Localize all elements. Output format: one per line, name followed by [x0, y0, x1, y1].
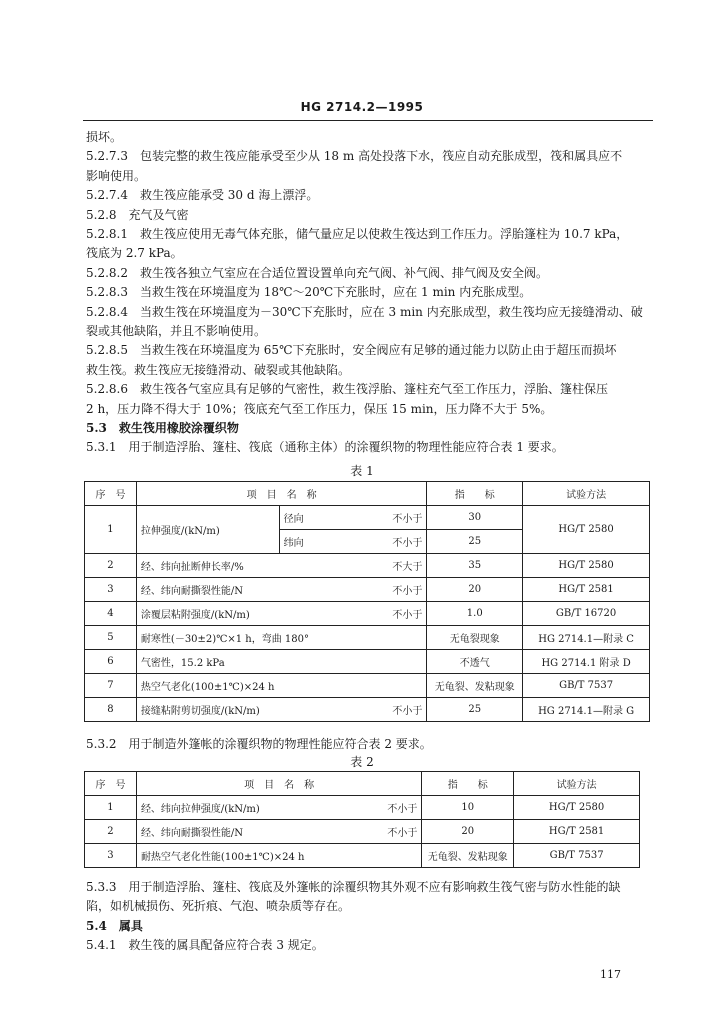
table2	[84, 771, 640, 868]
row-no: 3	[85, 578, 137, 602]
row-method: HG/T 2581	[514, 820, 640, 844]
table-row	[85, 554, 650, 578]
row-item: 耐热空气老化性能(100±1℃)×24 h	[136, 844, 421, 868]
row-method: HG 2714.1—附录 C	[523, 626, 650, 650]
table2-header-index: 指 标	[422, 772, 514, 796]
row-item	[136, 698, 426, 722]
row-value: 30	[427, 506, 523, 530]
table2-header-no: 序 号	[85, 772, 137, 796]
table-row	[85, 578, 650, 602]
row-no: 7	[85, 674, 137, 698]
table2-header-item: 项 目 名 称	[136, 772, 421, 796]
item-condition: 不小于	[392, 610, 423, 621]
table1	[84, 481, 650, 722]
text-line: 5.2.8.5 当救生筏在环境温度为 65℃下充胀时，安全阀应有足够的通过能力以防止由于超压而损坏	[86, 343, 617, 358]
row-no: 1	[85, 506, 137, 554]
table1-header-index: 指 标	[427, 482, 523, 506]
row-item	[136, 578, 426, 602]
text-line: 损坏。	[86, 130, 123, 144]
row-item: 热空气老化(100±1℃)×24 h	[136, 674, 426, 698]
item-condition: 不小于	[392, 706, 423, 717]
table2-caption: 表 2	[350, 755, 374, 769]
row-no: 3	[85, 844, 137, 868]
item-label: 经、纬向拉伸强度/(kN/m)	[140, 804, 260, 815]
text-line: 5.2.8.4 当救生筏在环境温度为－30℃下充胀时，应在 3 min 内充胀成型，救生筏均应无接缝滑动、破	[86, 304, 643, 319]
text-line: 筏底为 2.7 kPa。	[86, 246, 183, 261]
row-method: GB/T 16720	[523, 602, 650, 626]
row-subitem	[279, 530, 427, 554]
table-row	[85, 626, 650, 650]
text-line: 5.3.1 用于制造浮胎、篷柱、筏底（通称主体）的涂覆织物的物理性能应符合表 1 要求。	[86, 440, 564, 455]
item-label: 涂覆层粘附强度/(kN/m)	[140, 610, 250, 621]
page-number: 117	[600, 968, 621, 981]
sub-condition: 不小于	[392, 514, 423, 525]
item-label: 经、纬向扯断伸长率/%	[140, 562, 244, 573]
row-method: HG/T 2580	[523, 554, 650, 578]
item-condition: 不大于	[392, 562, 423, 573]
row-item	[136, 796, 421, 820]
text-line: 5.2.7.4 救生筏应能承受 30 d 海上漂浮。	[86, 188, 319, 203]
sub-direction: 径向	[283, 514, 304, 525]
row-value: 20	[422, 820, 514, 844]
table-row	[85, 506, 650, 530]
row-no: 8	[85, 698, 137, 722]
row-method: HG 2714.1—附录 G	[523, 698, 650, 722]
row-method: GB/T 7537	[514, 844, 640, 868]
table-row	[85, 674, 650, 698]
row-value: 20	[427, 578, 523, 602]
table1-header-method: 试验方法	[523, 482, 650, 506]
table1-header-no: 序 号	[85, 482, 137, 506]
text-line: 5.4.1 救生筏的属具配备应符合表 3 规定。	[86, 938, 324, 953]
row-value: 不透气	[427, 650, 523, 674]
text-line: 5.2.8.1 救生筏应使用无毒气体充胀，储气量应足以使救生筏达到工作压力。浮胎篷柱为 10.7 kPa，	[86, 227, 629, 241]
table1-header-item: 项 目 名 称	[136, 482, 426, 506]
row-value: 1.0	[427, 602, 523, 626]
row-no: 5	[85, 626, 137, 650]
row-value: 25	[427, 530, 523, 554]
text-line: 陷，如机械损伤、死折痕、气泡、喷杂质等存在。	[86, 899, 351, 914]
table-row	[85, 820, 640, 844]
text-line: 5.2.8.2 救生筏各独立气室应在合适位置设置单向充气阀、补气阀、排气阀及安全阀。	[86, 265, 548, 280]
table1-caption: 表 1	[350, 464, 374, 478]
text-line: 5.4 属具	[86, 918, 143, 933]
sub-condition: 不小于	[392, 538, 423, 549]
table-row	[85, 650, 650, 674]
row-item	[136, 602, 426, 626]
row-no: 2	[85, 820, 137, 844]
table-row	[85, 698, 650, 722]
table2-header-method: 试验方法	[514, 772, 640, 796]
document-header: HG 2714.2—1995	[300, 100, 424, 114]
row-value: 无龟裂现象	[427, 626, 523, 650]
item-label: 经、纬向耐撕裂性能/N	[140, 828, 244, 839]
item-condition: 不小于	[392, 586, 423, 597]
row-method: HG/T 2580	[523, 506, 650, 554]
row-subitem	[279, 506, 427, 530]
row-no: 4	[85, 602, 137, 626]
row-value: 10	[422, 796, 514, 820]
text-line: 裂或其他缺陷，并且不影响使用。	[86, 324, 267, 338]
row-item	[136, 820, 421, 844]
text-line: 救生筏。救生筏应无接缝滑动、破裂或其他缺陷。	[86, 362, 351, 377]
text-line: 5.2.7.3 包装完整的救生筏应能承受至少从 18 m 高处投落下水，筏应自动充胀成型，筏和属具应不	[86, 149, 623, 164]
row-method: HG/T 2580	[514, 796, 640, 820]
row-value: 25	[427, 698, 523, 722]
row-value: 35	[427, 554, 523, 578]
text-line: 5.2.8 充气及气密	[86, 207, 189, 222]
row-method: HG/T 2581	[523, 578, 650, 602]
item-label: 经、纬向耐撕裂性能/N	[140, 586, 244, 597]
row-item: 气密性，15.2 kPa	[136, 650, 426, 674]
text-line: 影响使用。	[86, 168, 147, 183]
text-line: 5.3 救生筏用橡胶涂覆织物	[86, 421, 239, 435]
row-item: 耐寒性(－30±2)℃×1 h，弯曲 180°	[136, 626, 426, 650]
table-row	[85, 602, 650, 626]
item-condition: 不小于	[387, 828, 418, 839]
row-no: 6	[85, 650, 137, 674]
row-value: 无龟裂、发粘现象	[422, 844, 514, 868]
row-no: 2	[85, 554, 137, 578]
row-no: 1	[85, 796, 137, 820]
table-row	[85, 796, 640, 820]
table1-header-row	[85, 482, 650, 506]
sub-direction: 纬向	[283, 538, 304, 549]
header-rule	[83, 120, 653, 121]
row-method: GB/T 7537	[523, 674, 650, 698]
text-line: 5.2.8.3 当救生筏在环境温度为 18℃～20℃下充胀时，应在 1 min 内充胀成型。	[86, 285, 532, 300]
table2-header-row	[85, 772, 640, 796]
row-method: HG 2714.1 附录 D	[523, 650, 650, 674]
item-condition: 不小于	[387, 804, 418, 815]
row-item	[136, 554, 426, 578]
paragraph-5-3-2: 5.3.2 用于制造外篷帐的涂覆织物的物理性能应符合表 2 要求。	[86, 737, 432, 751]
text-line: 5.3.3 用于制造浮胎、篷柱、筏底及外篷帐的涂覆织物其外观不应有影响救生筏气密与防水性能的缺	[86, 880, 621, 894]
row-item: 拉伸强度/(kN/m)	[136, 506, 279, 554]
row-value: 无龟裂、发粘现象	[427, 674, 523, 698]
table-row	[85, 844, 640, 868]
item-label: 接缝粘附剪切强度/(kN/m)	[140, 706, 260, 717]
text-line: 5.2.8.6 救生筏各气室应具有足够的气密性，救生筏浮胎、篷柱充气至工作压力，浮胎、篷柱保压	[86, 382, 608, 397]
text-line: 2 h，压力降不得大于 10%；筏底充气至工作压力，保压 15 min，压力降不大于 5%。	[86, 401, 553, 416]
